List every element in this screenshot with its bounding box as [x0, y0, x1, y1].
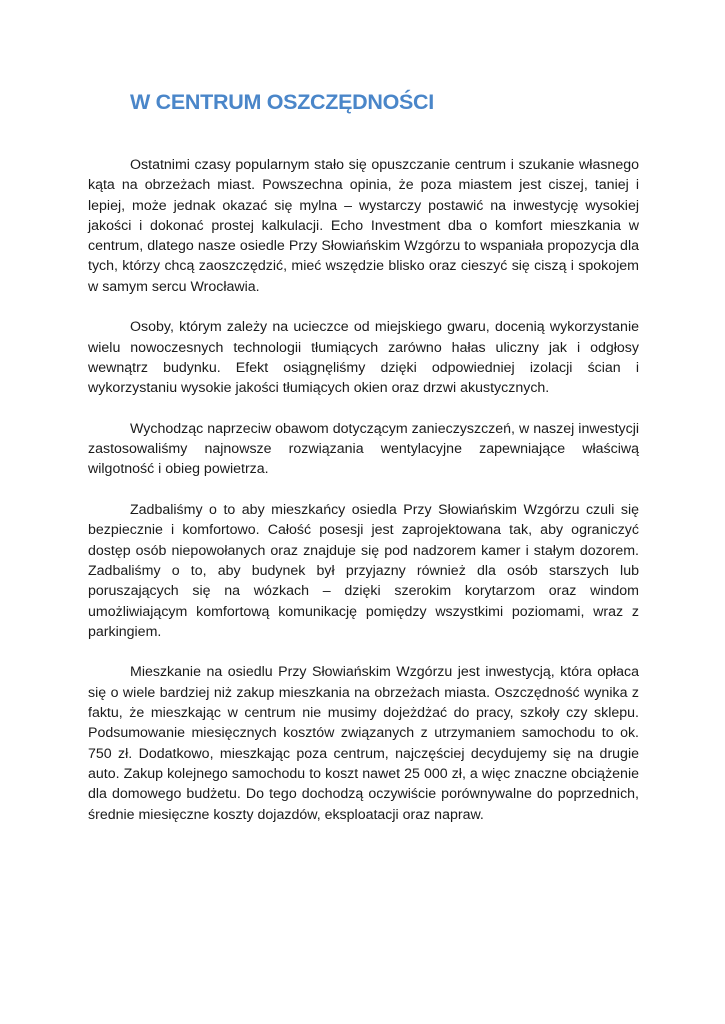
paragraph: Zadbaliśmy o to aby mieszkańcy osiedla Przy Słowiańskim Wzgórzu czuli się bezpiecznie i komfortowo. Całość posesji jest zaprojektowana tak, aby ograniczyć dostęp osób niepowołanych oraz znajduje się pod nadzorem kamer i stałym dozorem. Zadbaliśmy o to, aby budynek był przyjazny również dla osób starszych lub poruszających się na wózkach – dzięki szerokim korytarzom oraz windom umożliwiającym komfortową komunikację pomiędzy wszystkimi poziomami, wraz z parkingiem.	[88, 502, 639, 640]
paragraph: Osoby, którym zależy na ucieczce od miejskiego gwaru, docenią wykorzystanie wielu nowoczesnych technologii tłumiących zarówno hałas uliczny jak i odgłosy wewnątrz budynku. Efekt osiągnęliśmy dzięki odpowiedniej izolacji ścian i wykorzystaniu wysokie jakości tłumiących okien oraz drzwi akustycznych.	[88, 319, 639, 397]
document-body	[88, 155, 639, 845]
paragraph: Ostatnimi czasy popularnym stało się opuszczanie centrum i szukanie własnego kąta na obrzeżach miast. Powszechna opinia, że poza miastem jest ciszej, taniej i lepiej, może jednak okazać się mylna – wystarczy postawić na inwestycję wysokiej jakości i dokonać prostej kalkulacji. Echo Investment dba o komfort mieszkania w centrum, dlatego nasze osiedle Przy Słowiańskim Wzgórzu to wspaniała propozycja dla tych, którzy chcą zaoszczędzić, mieć wszędzie blisko oraz cieszyć się ciszą i spokojem w samym sercu Wrocławia.	[88, 157, 639, 295]
document-title: W CENTRUM OSZCZĘDNOŚCI	[130, 90, 434, 114]
paragraph: Wychodząc naprzeciw obawom dotyczącym zanieczyszczeń, w naszej inwestycji zastosowaliśmy najnowsze rozwiązania wentylacyjne zapewniające właściwą wilgotność i obieg powietrza.	[88, 420, 639, 478]
paragraph: Mieszkanie na osiedlu Przy Słowiańskim Wzgórzu jest inwestycją, która opłaca się o wiele bardziej niż zakup mieszkania na obrzeżach miasta. Oszczędność wynika z faktu, że mieszkając w centrum nie musimy dojeżdżać do pracy, szkoły czy sklepu. Podsumowanie miesięcznych kosztów związanych z utrzymaniem samochodu to ok. 750 zł. Dodatkowo, mieszkając poza centrum, najczęściej decydujemy się na drugie auto. Zakup kolejnego samochodu to koszt nawet 25 000 zł, a więc znaczne obciążenie dla domowego budżetu. Do tego dochodzą oczywiście porównywalne do poprzednich, średnie miesięczne koszty dojazdów, eksploatacji oraz napraw.	[88, 664, 639, 823]
